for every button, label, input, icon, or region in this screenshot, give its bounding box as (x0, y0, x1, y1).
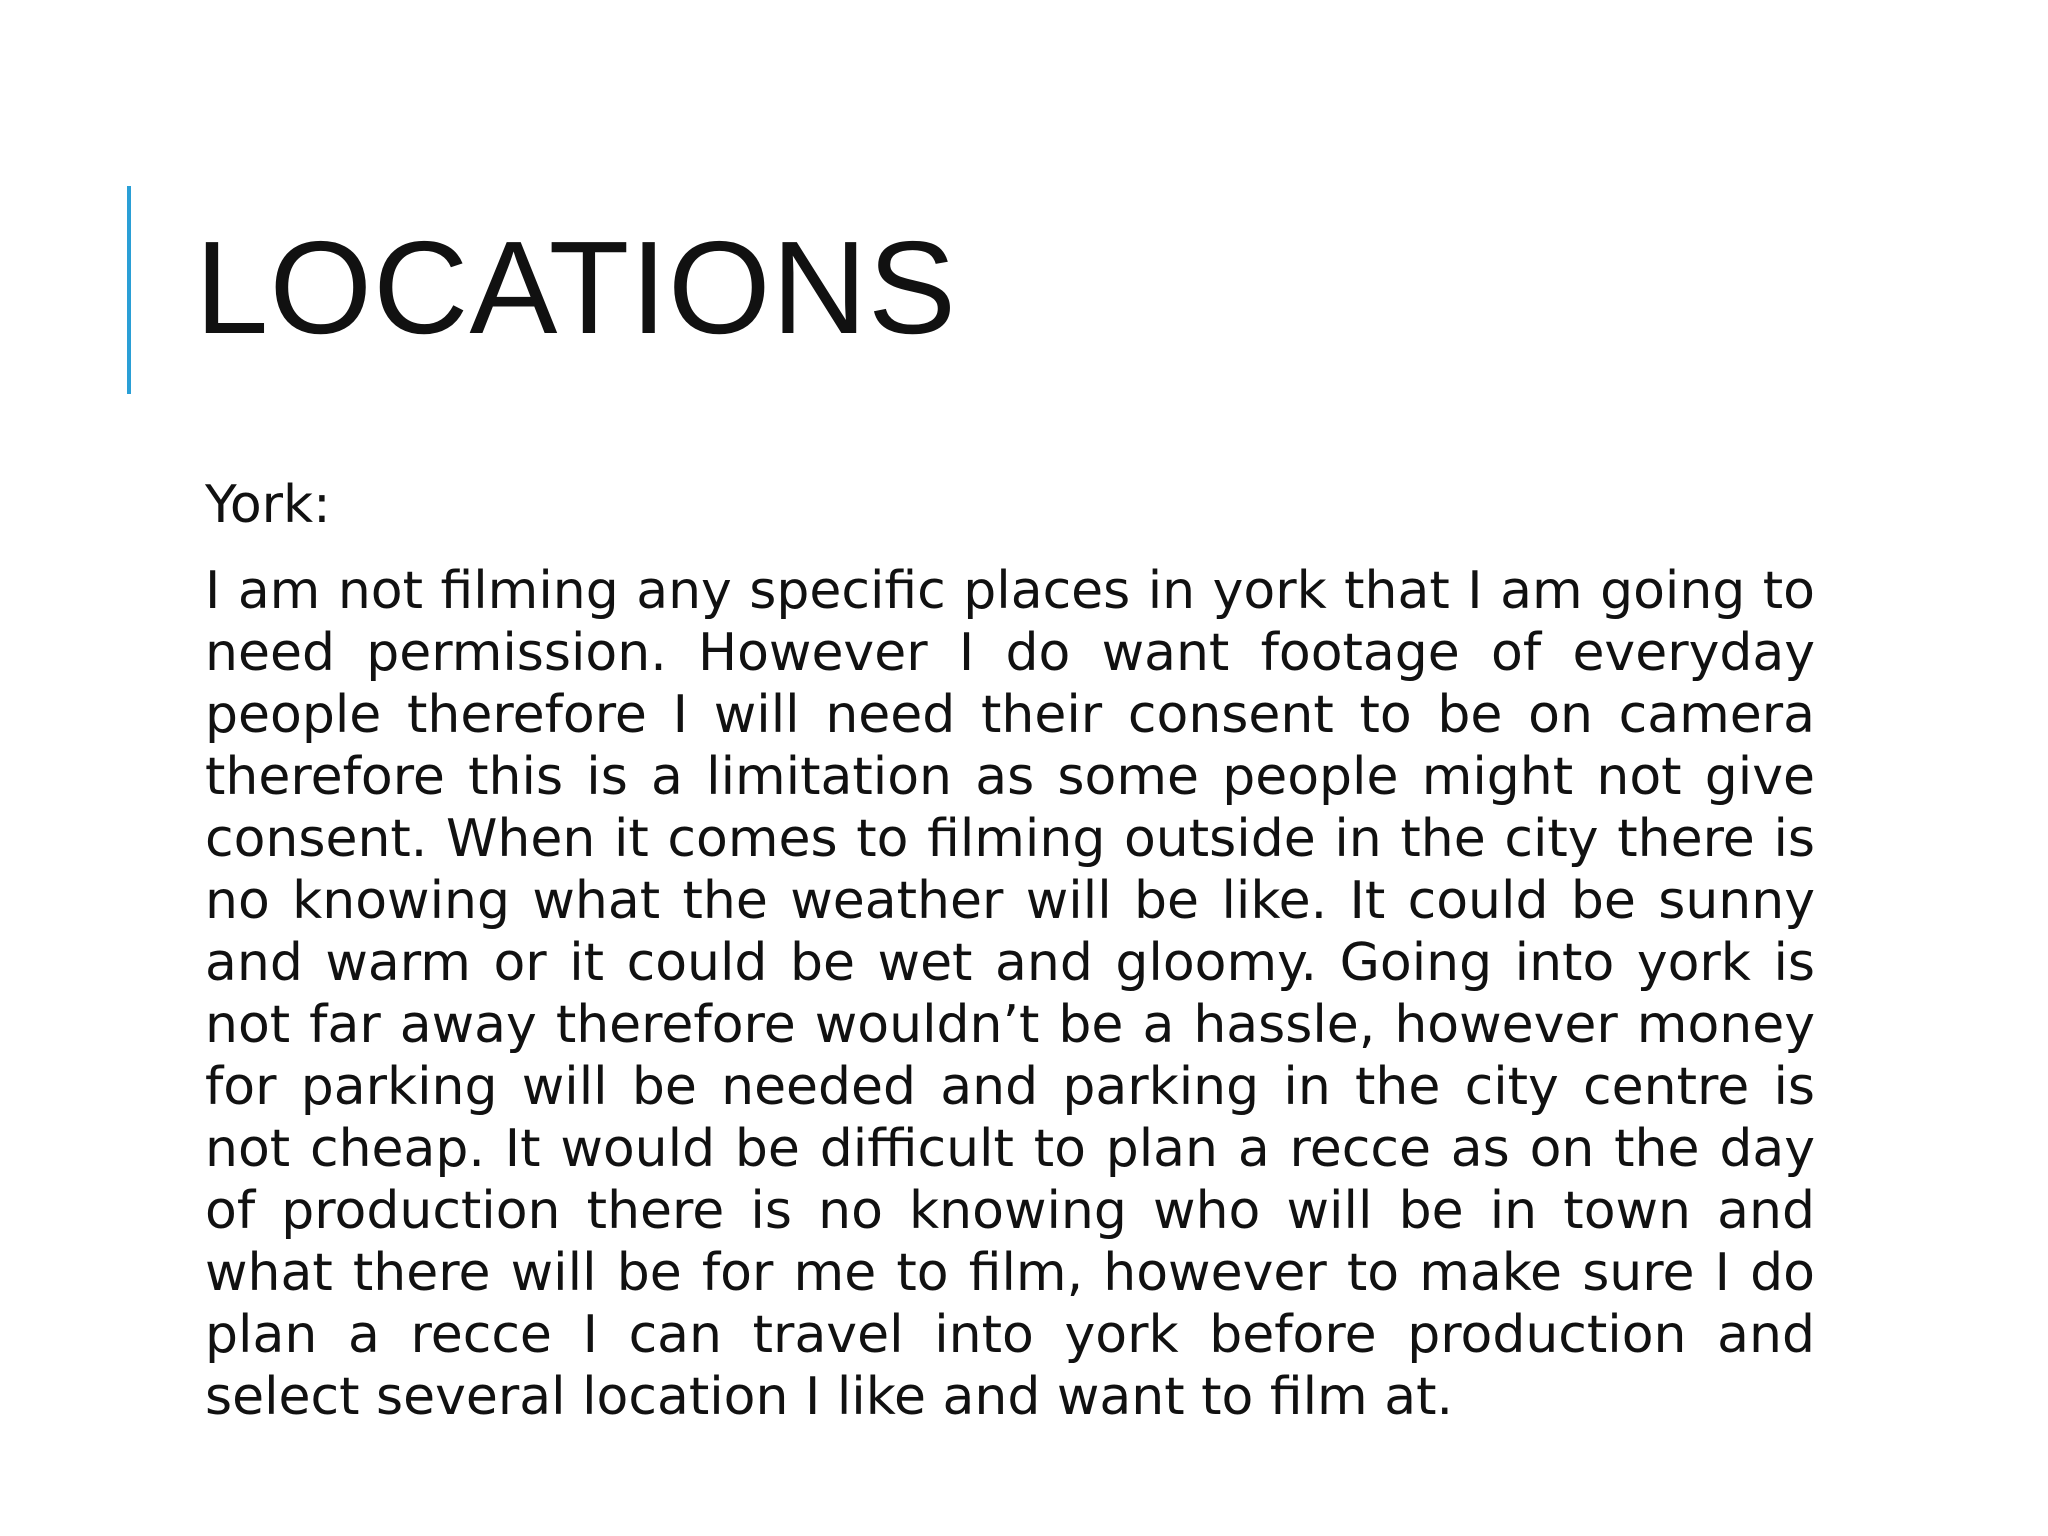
location-heading: York: (205, 475, 331, 535)
slide-title: LOCATIONS (195, 214, 958, 361)
location-description: I am not filming any specific places in york that I am going to need permission. However I do want footage of everyday people therefore I will need their consent to be on camera therefore this is a limitation as some people might not give consent. When it comes to filming outside in the city there is no knowing what the weather will be like. It could be sunny and warm or it could be wet and gloomy. Going into york is not far away therefore wouldn’t be a hassle, however money for parking will be needed and parking in the city centre is not cheap. It would be difficult to plan a recce as on the day of production there is no knowing who will be in town and what there will be for me to film, however to make sure I do plan a recce I can travel into york before production and select several location I like and want to film at. (205, 561, 1815, 1427)
title-accent-bar (127, 186, 131, 394)
slide-body (205, 474, 1815, 1428)
